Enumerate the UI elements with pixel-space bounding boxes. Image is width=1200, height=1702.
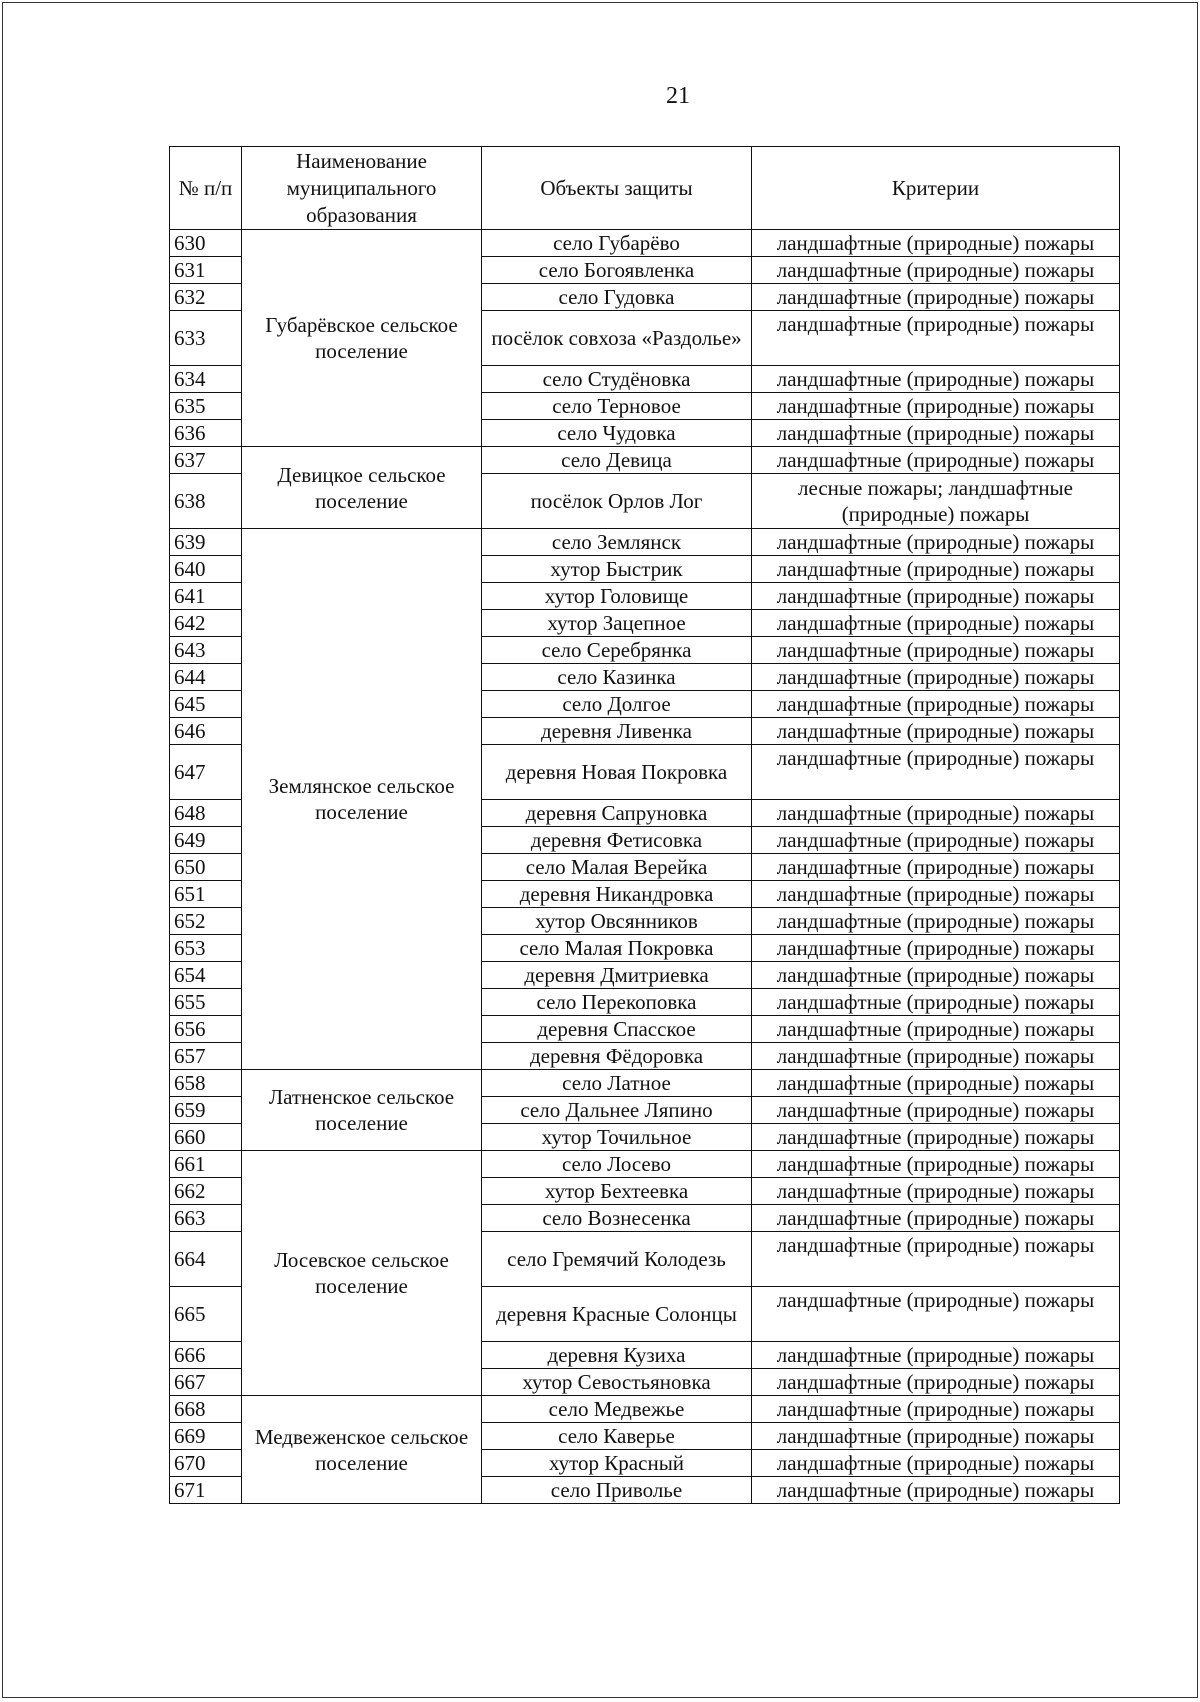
row-number-cell: 651 — [170, 881, 242, 908]
row-number-cell: 635 — [170, 393, 242, 420]
table-header-row — [170, 147, 1120, 230]
row-number-cell: 645 — [170, 691, 242, 718]
municipality-cell: Девицкое сельское поселение — [242, 447, 482, 529]
table-row — [170, 1396, 1120, 1423]
row-number-cell: 631 — [170, 257, 242, 284]
protection-object-cell: село Гремячий Колодезь — [482, 1232, 752, 1287]
criteria-cell: ландшафтные (природные) пожары — [752, 1205, 1120, 1232]
protection-object-cell: село Приволье — [482, 1477, 752, 1504]
row-number-cell: 653 — [170, 935, 242, 962]
protection-object-cell: село Губарёво — [482, 230, 752, 257]
row-number-cell: 642 — [170, 610, 242, 637]
criteria-cell: ландшафтные (природные) пожары — [752, 1070, 1120, 1097]
municipality-cell: Губарёвское сельское поселение — [242, 230, 482, 447]
protection-object-cell: деревня Спасское — [482, 1016, 752, 1043]
row-number-cell: 641 — [170, 583, 242, 610]
criteria-cell: ландшафтные (природные) пожары — [752, 1178, 1120, 1205]
row-number-cell: 663 — [170, 1205, 242, 1232]
row-number-cell: 640 — [170, 556, 242, 583]
criteria-cell: ландшафтные (природные) пожары — [752, 257, 1120, 284]
row-number-cell: 652 — [170, 908, 242, 935]
protection-object-cell: село Чудовка — [482, 420, 752, 447]
protection-object-cell: хутор Зацепное — [482, 610, 752, 637]
row-number-cell: 638 — [170, 474, 242, 529]
criteria-cell: ландшафтные (природные) пожары — [752, 284, 1120, 311]
protection-object-cell: хутор Бехтеевка — [482, 1178, 752, 1205]
row-number-cell: 667 — [170, 1369, 242, 1396]
criteria-cell: ландшафтные (природные) пожары — [752, 1232, 1120, 1287]
protection-object-cell: хутор Севостьяновка — [482, 1369, 752, 1396]
protection-objects-table — [169, 146, 1120, 1504]
row-number-cell: 661 — [170, 1151, 242, 1178]
row-number-cell: 647 — [170, 745, 242, 800]
criteria-cell: ландшафтные (природные) пожары — [752, 366, 1120, 393]
row-number-cell: 632 — [170, 284, 242, 311]
row-number-cell: 657 — [170, 1043, 242, 1070]
row-number-cell: 636 — [170, 420, 242, 447]
row-number-cell: 671 — [170, 1477, 242, 1504]
row-number-cell: 630 — [170, 230, 242, 257]
criteria-cell: ландшафтные (природные) пожары — [752, 989, 1120, 1016]
criteria-cell: ландшафтные (природные) пожары — [752, 447, 1120, 474]
protection-object-cell: село Богоявленка — [482, 257, 752, 284]
row-number-cell: 658 — [170, 1070, 242, 1097]
criteria-cell: ландшафтные (природные) пожары — [752, 1369, 1120, 1396]
protection-object-cell: деревня Фетисовка — [482, 827, 752, 854]
row-number-cell: 646 — [170, 718, 242, 745]
criteria-cell: ландшафтные (природные) пожары — [752, 664, 1120, 691]
criteria-cell: ландшафтные (природные) пожары — [752, 1151, 1120, 1178]
municipality-cell: Медвеженское сельское поселение — [242, 1396, 482, 1504]
protection-object-cell: посёлок совхоза «Раздолье» — [482, 311, 752, 366]
row-number-cell: 655 — [170, 989, 242, 1016]
row-number-cell: 644 — [170, 664, 242, 691]
protection-object-cell: село Терновое — [482, 393, 752, 420]
criteria-cell: ландшафтные (природные) пожары — [752, 610, 1120, 637]
row-number-cell: 650 — [170, 854, 242, 881]
criteria-cell: ландшафтные (природные) пожары — [752, 935, 1120, 962]
row-number-cell: 670 — [170, 1450, 242, 1477]
header-objects: Объекты защиты — [482, 147, 752, 230]
criteria-cell: ландшафтные (природные) пожары — [752, 393, 1120, 420]
criteria-cell: ландшафтные (природные) пожары — [752, 1450, 1120, 1477]
row-number-cell: 654 — [170, 962, 242, 989]
row-number-cell: 656 — [170, 1016, 242, 1043]
row-number-cell: 637 — [170, 447, 242, 474]
row-number-cell: 665 — [170, 1287, 242, 1342]
protection-object-cell: деревня Красные Солонцы — [482, 1287, 752, 1342]
criteria-cell: лесные пожары; ландшафтные (природные) пожары — [752, 474, 1120, 529]
criteria-cell: ландшафтные (природные) пожары — [752, 1342, 1120, 1369]
protection-object-cell: село Латное — [482, 1070, 752, 1097]
criteria-cell: ландшафтные (природные) пожары — [752, 718, 1120, 745]
protection-object-cell: хутор Точильное — [482, 1124, 752, 1151]
criteria-cell: ландшафтные (природные) пожары — [752, 1043, 1120, 1070]
criteria-cell: ландшафтные (природные) пожары — [752, 908, 1120, 935]
criteria-cell: ландшафтные (природные) пожары — [752, 311, 1120, 366]
criteria-cell: ландшафтные (природные) пожары — [752, 1097, 1120, 1124]
criteria-cell: ландшафтные (природные) пожары — [752, 1016, 1120, 1043]
table-row — [170, 529, 1120, 556]
row-number-cell: 669 — [170, 1423, 242, 1450]
protection-object-cell: деревня Новая Покровка — [482, 745, 752, 800]
protection-object-cell: село Серебрянка — [482, 637, 752, 664]
criteria-cell: ландшафтные (природные) пожары — [752, 1477, 1120, 1504]
criteria-cell: ландшафтные (природные) пожары — [752, 962, 1120, 989]
protection-object-cell: село Долгое — [482, 691, 752, 718]
row-number-cell: 648 — [170, 800, 242, 827]
row-number-cell: 659 — [170, 1097, 242, 1124]
protection-object-cell: село Перекоповка — [482, 989, 752, 1016]
protection-object-cell: село Казинка — [482, 664, 752, 691]
criteria-cell: ландшафтные (природные) пожары — [752, 1287, 1120, 1342]
criteria-cell: ландшафтные (природные) пожары — [752, 556, 1120, 583]
row-number-cell: 643 — [170, 637, 242, 664]
table-row — [170, 1070, 1120, 1097]
criteria-cell: ландшафтные (природные) пожары — [752, 420, 1120, 447]
protection-object-cell: село Каверье — [482, 1423, 752, 1450]
protection-object-cell: хутор Красный — [482, 1450, 752, 1477]
protection-object-cell: село Вознесенка — [482, 1205, 752, 1232]
criteria-cell: ландшафтные (природные) пожары — [752, 800, 1120, 827]
protection-object-cell: хутор Головище — [482, 583, 752, 610]
protection-object-cell: посёлок Орлов Лог — [482, 474, 752, 529]
row-number-cell: 649 — [170, 827, 242, 854]
criteria-cell: ландшафтные (природные) пожары — [752, 230, 1120, 257]
criteria-cell: ландшафтные (природные) пожары — [752, 637, 1120, 664]
protection-object-cell: село Землянск — [482, 529, 752, 556]
criteria-cell: ландшафтные (природные) пожары — [752, 854, 1120, 881]
protection-object-cell: деревня Дмитриевка — [482, 962, 752, 989]
header-num: № п/п — [170, 147, 242, 230]
header-criteria: Критерии — [752, 147, 1120, 230]
row-number-cell: 664 — [170, 1232, 242, 1287]
protection-object-cell: село Медвежье — [482, 1396, 752, 1423]
protection-object-cell: деревня Никандровка — [482, 881, 752, 908]
criteria-cell: ландшафтные (природные) пожары — [752, 881, 1120, 908]
criteria-cell: ландшафтные (природные) пожары — [752, 583, 1120, 610]
municipality-cell: Лосевское сельское поселение — [242, 1151, 482, 1396]
header-municipality: Наименование муниципального образования — [242, 147, 482, 230]
row-number-cell: 633 — [170, 311, 242, 366]
municipality-cell: Землянское сельское поселение — [242, 529, 482, 1070]
criteria-cell: ландшафтные (природные) пожары — [752, 529, 1120, 556]
page-number: 21 — [666, 83, 690, 109]
criteria-cell: ландшафтные (природные) пожары — [752, 691, 1120, 718]
protection-object-cell: село Дальнее Ляпино — [482, 1097, 752, 1124]
row-number-cell: 662 — [170, 1178, 242, 1205]
row-number-cell: 666 — [170, 1342, 242, 1369]
row-number-cell: 639 — [170, 529, 242, 556]
document-page — [2, 2, 1198, 1698]
protection-object-cell: деревня Кузиха — [482, 1342, 752, 1369]
criteria-cell: ландшафтные (природные) пожары — [752, 1124, 1120, 1151]
protection-object-cell: село Девица — [482, 447, 752, 474]
municipality-cell: Латненское сельское поселение — [242, 1070, 482, 1151]
criteria-cell: ландшафтные (природные) пожары — [752, 1423, 1120, 1450]
row-number-cell: 634 — [170, 366, 242, 393]
table-row — [170, 447, 1120, 474]
criteria-cell: ландшафтные (природные) пожары — [752, 827, 1120, 854]
protection-object-cell: деревня Ливенка — [482, 718, 752, 745]
table-row — [170, 1151, 1120, 1178]
protection-object-cell: деревня Сапруновка — [482, 800, 752, 827]
row-number-cell: 660 — [170, 1124, 242, 1151]
protection-object-cell: деревня Фёдоровка — [482, 1043, 752, 1070]
protection-object-cell: село Гудовка — [482, 284, 752, 311]
criteria-cell: ландшафтные (природные) пожары — [752, 745, 1120, 800]
criteria-cell: ландшафтные (природные) пожары — [752, 1396, 1120, 1423]
protection-object-cell: село Лосево — [482, 1151, 752, 1178]
protection-object-cell: село Малая Верейка — [482, 854, 752, 881]
row-number-cell: 668 — [170, 1396, 242, 1423]
protection-object-cell: село Малая Покровка — [482, 935, 752, 962]
table-body — [170, 230, 1120, 1504]
protection-object-cell: хутор Овсянников — [482, 908, 752, 935]
table-row — [170, 230, 1120, 257]
protection-object-cell: хутор Быстрик — [482, 556, 752, 583]
protection-object-cell: село Студёновка — [482, 366, 752, 393]
